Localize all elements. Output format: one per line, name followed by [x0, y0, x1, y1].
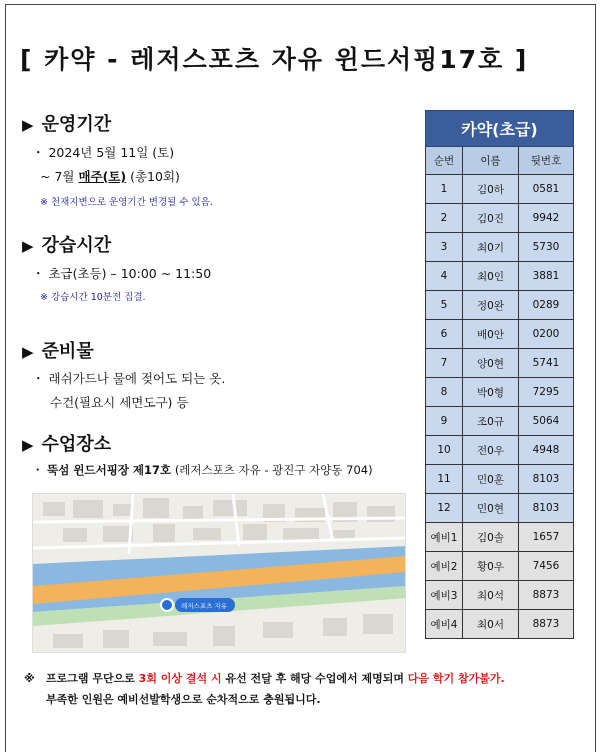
member-row: [426, 378, 574, 407]
triangle-bullet-icon: ▶: [22, 116, 34, 134]
weekly-saturday: 매주(토): [78, 169, 127, 184]
cell-number: 4: [426, 262, 463, 291]
cell-back-number: 1657: [519, 523, 574, 552]
roster-title: 카약(초급): [426, 111, 574, 147]
cell-name: 최0인: [463, 262, 519, 291]
map-graphic: [33, 494, 406, 653]
cell-number: 2: [426, 204, 463, 233]
member-row: [426, 204, 574, 233]
cell-name: 민0훈: [463, 465, 519, 494]
page-title: [ 카약 - 레저스포츠 자유 윈드서핑17호 ]: [20, 45, 529, 74]
member-row: [426, 175, 574, 204]
col-header-number: 순번: [426, 147, 463, 175]
cell-number: 10: [426, 436, 463, 465]
class-time: ・ 초급(초등) – 10:00 ~ 11:50: [32, 266, 212, 281]
ineligibility-rule: 다음 학기 참가불가.: [407, 672, 505, 685]
location-name: 뚝섬 윈드서핑장 제17호: [47, 463, 172, 477]
supplies-line-2: 수건(필요시 세면도구) 등: [50, 395, 189, 410]
cell-back-number: 7456: [519, 552, 574, 581]
section-time-heading: ▶ 강습시간: [22, 235, 112, 256]
section-supplies-heading: ▶ 준비물: [22, 341, 94, 362]
cell-name: 김0진: [463, 204, 519, 233]
period-end-date: ~ 7월 매주(토) (총10회): [40, 169, 180, 184]
cell-number: 예비2: [426, 552, 463, 581]
member-row: [426, 465, 574, 494]
reserve-row: [426, 610, 574, 639]
col-header-name: 이름: [463, 147, 519, 175]
absence-rule: 3회 이상 결석 시: [138, 672, 222, 685]
cell-back-number: 4948: [519, 436, 574, 465]
cell-number: 예비1: [426, 523, 463, 552]
location-address: ・ 뚝섬 윈드서핑장 제17호 (레저스포츠 자유 - 광진구 자양동 704): [32, 463, 373, 477]
section-location-heading: ▶ 수업장소: [22, 434, 112, 455]
supplies-line-1: ・ 래쉬가드나 물에 젖어도 되는 옷.: [32, 371, 226, 386]
period-note: ※ 천재지변으로 운영기간 변경될 수 있음.: [40, 197, 213, 208]
cell-back-number: 5741: [519, 349, 574, 378]
warning-notice: ※ 프로그램 무단으로 3회 이상 결석 시 유선 전달 후 해당 수업에서 제명되며 다음 학기 참가불가. 부족한 인원은 예비선발학생으로 순차적으로 충원됩니다.: [24, 668, 505, 710]
map-marker-label: 레저스포츠 자유: [181, 602, 228, 610]
triangle-bullet-icon: ▶: [22, 237, 34, 255]
cell-back-number: 8103: [519, 465, 574, 494]
cell-name: 김0솔: [463, 523, 519, 552]
triangle-bullet-icon: ▶: [22, 343, 34, 361]
member-row: [426, 494, 574, 523]
cell-back-number: 9942: [519, 204, 574, 233]
reserve-row: [426, 581, 574, 610]
cell-back-number: 0581: [519, 175, 574, 204]
reserve-row: [426, 523, 574, 552]
cell-name: 최0서: [463, 610, 519, 639]
member-row: [426, 349, 574, 378]
member-row: [426, 291, 574, 320]
reference-mark: ※: [24, 672, 35, 685]
cell-name: 조0규: [463, 407, 519, 436]
cell-number: 예비3: [426, 581, 463, 610]
cell-number: 8: [426, 378, 463, 407]
cell-back-number: 0200: [519, 320, 574, 349]
cell-back-number: 8873: [519, 610, 574, 639]
cell-back-number: 3881: [519, 262, 574, 291]
warning-line-2: 부족한 인원은 예비선발학생으로 순차적으로 충원됩니다.: [46, 693, 321, 706]
cell-back-number: 5064: [519, 407, 574, 436]
section-period-heading: ▶ 운영기간: [22, 114, 112, 135]
cell-name: 전0우: [463, 436, 519, 465]
cell-name: 민0현: [463, 494, 519, 523]
cell-number: 12: [426, 494, 463, 523]
location-detail: (레저스포츠 자유 - 광진구 자양동 704): [174, 463, 373, 477]
cell-number: 6: [426, 320, 463, 349]
cell-number: 3: [426, 233, 463, 262]
roster-header-row: [426, 147, 574, 175]
cell-back-number: 8873: [519, 581, 574, 610]
member-row: [426, 436, 574, 465]
cell-name: 정0완: [463, 291, 519, 320]
reserve-row: [426, 552, 574, 581]
cell-number: 9: [426, 407, 463, 436]
cell-number: 1: [426, 175, 463, 204]
triangle-bullet-icon: ▶: [22, 436, 34, 454]
cell-name: 김0하: [463, 175, 519, 204]
cell-back-number: 5730: [519, 233, 574, 262]
cell-number: 5: [426, 291, 463, 320]
member-row: [426, 407, 574, 436]
location-map[interactable]: [32, 493, 406, 653]
cell-back-number: 7295: [519, 378, 574, 407]
member-row: [426, 262, 574, 291]
time-note: ※ 강습시간 10분전 집결.: [40, 292, 146, 303]
cell-number: 11: [426, 465, 463, 494]
cell-name: 배0안: [463, 320, 519, 349]
roster-table: [425, 110, 574, 639]
cell-name: 최0석: [463, 581, 519, 610]
cell-name: 최0기: [463, 233, 519, 262]
cell-number: 7: [426, 349, 463, 378]
cell-back-number: 0289: [519, 291, 574, 320]
period-start-date: ・ 2024년 5월 11일 (토): [32, 145, 175, 160]
member-row: [426, 233, 574, 262]
member-row: [426, 320, 574, 349]
cell-back-number: 8103: [519, 494, 574, 523]
cell-name: 박0형: [463, 378, 519, 407]
cell-name: 황0우: [463, 552, 519, 581]
col-header-back-number: 뒷번호: [519, 147, 574, 175]
cell-number: 예비4: [426, 610, 463, 639]
cell-name: 양0현: [463, 349, 519, 378]
